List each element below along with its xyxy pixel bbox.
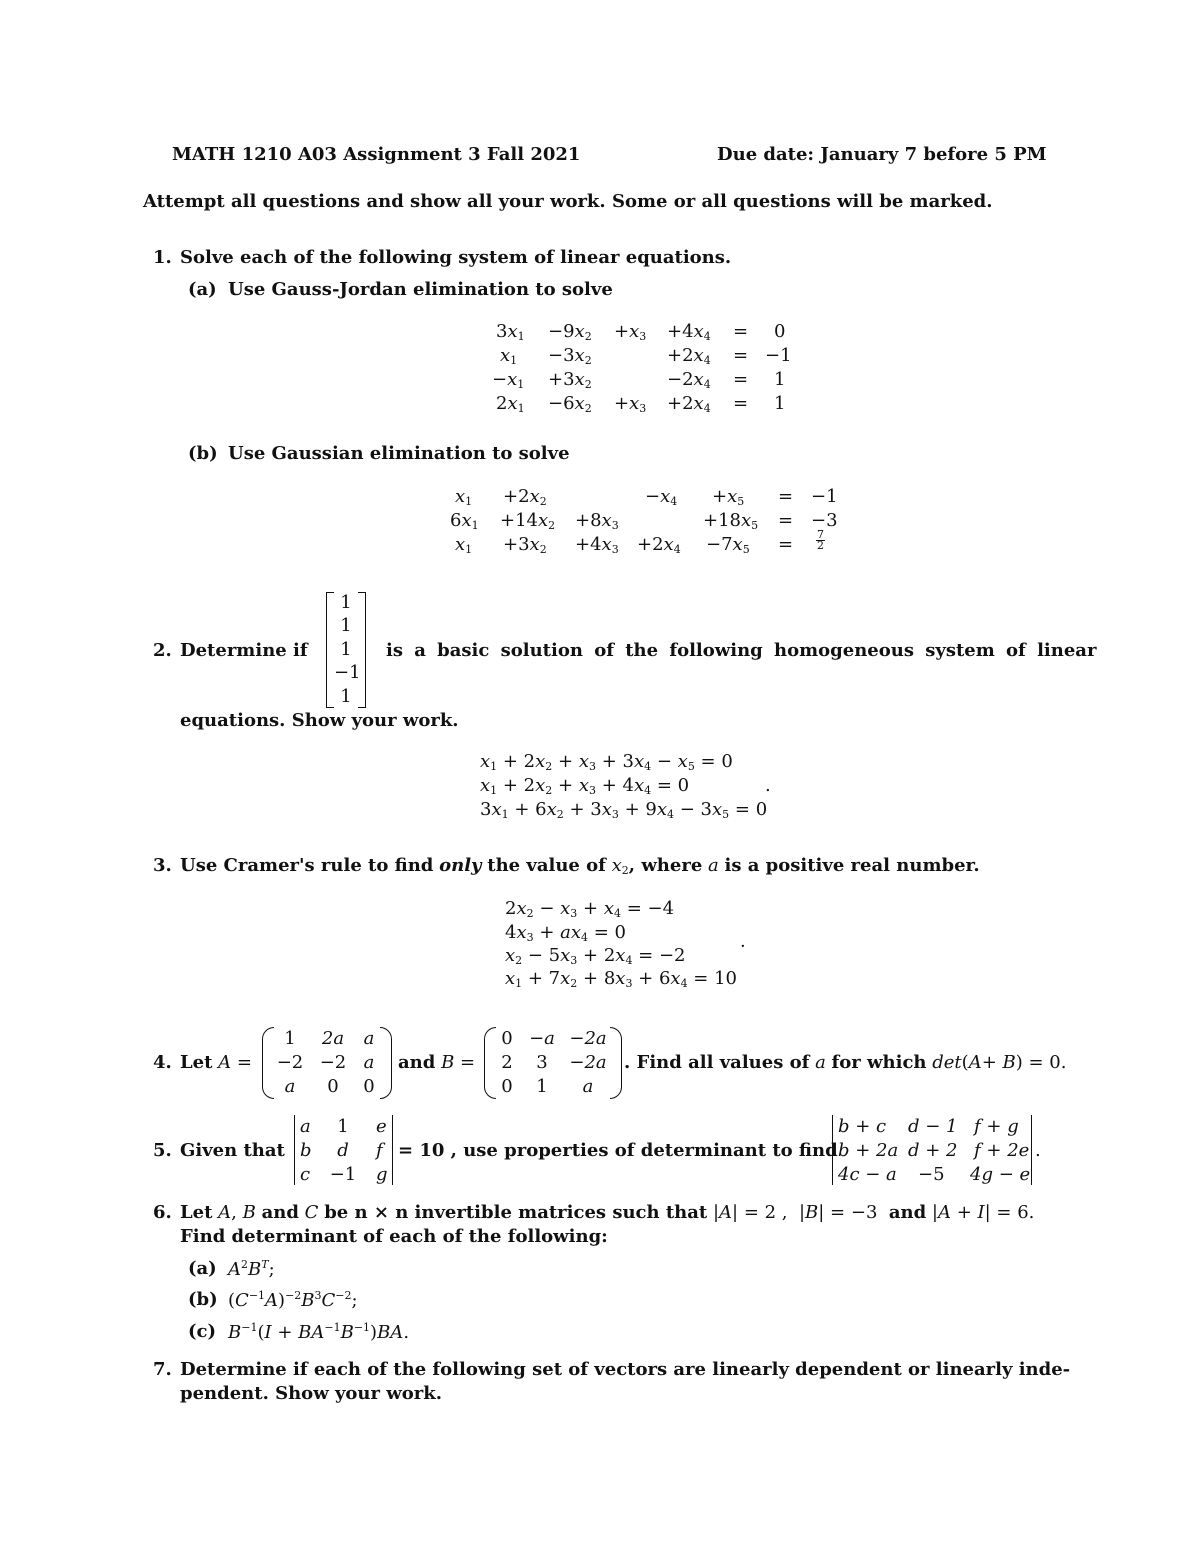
q6-number: 6. <box>153 1202 172 1223</box>
q1-text: Solve each of the following system of linear equations. <box>180 247 732 268</box>
q4-number: 4. <box>153 1052 172 1073</box>
q5-use: = 10 , use properties of determinant to find <box>398 1140 838 1161</box>
q2-lead: Determine if <box>180 640 308 661</box>
vector-entry: 1 <box>340 615 352 636</box>
q1a-label: (a) <box>188 279 217 300</box>
q6a-expr: $A^2B^T$; <box>228 1258 275 1280</box>
q5-number: 5. <box>153 1140 172 1161</box>
q1a-text: Use Gauss-Jordan elimination to solve <box>228 279 613 300</box>
q3-text: Use Cramer's rule to find only the value of $x_2$, where a is a positive real number. <box>180 855 980 877</box>
q4-let: Let A = <box>180 1052 252 1073</box>
q1b-text: Use Gaussian elimination to solve <box>228 443 570 464</box>
q6c-expr: $B^{-1}(I + BA^{-1}B^{-1})BA$. <box>228 1321 410 1343</box>
q2-number: 2. <box>153 640 172 661</box>
q6-line1: Let A, B and C be n × n invertible matrices such that |A| = 2 , |B| = −3 and |A + I| = 6. <box>180 1202 1035 1223</box>
intro-text: Attempt all questions and show all your work. Some or all questions will be marked. <box>143 191 993 212</box>
vector-entry: −1 <box>334 662 361 683</box>
q6b-label: (b) <box>188 1289 218 1310</box>
course-title: MATH 1210 A03 Assignment 3 Fall 2021 <box>172 144 581 165</box>
vector-entry: 1 <box>340 592 352 613</box>
q7-line2: pendent. Show your work. <box>180 1383 442 1404</box>
q5-given: Given that <box>180 1140 285 1161</box>
q2-tail2: equations. Show your work. <box>180 710 459 731</box>
q4-find: . Find all values of a for which det(A+ B) = 0. <box>624 1052 1067 1073</box>
q6-line2: Find determinant of each of the following: <box>180 1226 608 1247</box>
q4-and: and B = <box>398 1052 476 1073</box>
q2-tail: is a basic solution of the following homogeneous system of linear <box>386 640 1097 661</box>
q3-number: 3. <box>153 855 172 876</box>
due-date: Due date: January 7 before 5 PM <box>717 144 1047 165</box>
q6c-label: (c) <box>188 1321 216 1342</box>
vector-entry: 1 <box>340 686 352 707</box>
q6a-label: (a) <box>188 1258 217 1279</box>
q1b-label: (b) <box>188 443 218 464</box>
q1-number: 1. <box>153 247 172 268</box>
q6b-expr: $(C^{-1}A)^{-2}B^3C^{-2}$; <box>228 1289 358 1311</box>
vector-entry: 1 <box>340 639 352 660</box>
q7-line1: Determine if each of the following set of vectors are linearly dependent or linearly inde- <box>180 1359 1071 1380</box>
q7-number: 7. <box>153 1359 172 1380</box>
